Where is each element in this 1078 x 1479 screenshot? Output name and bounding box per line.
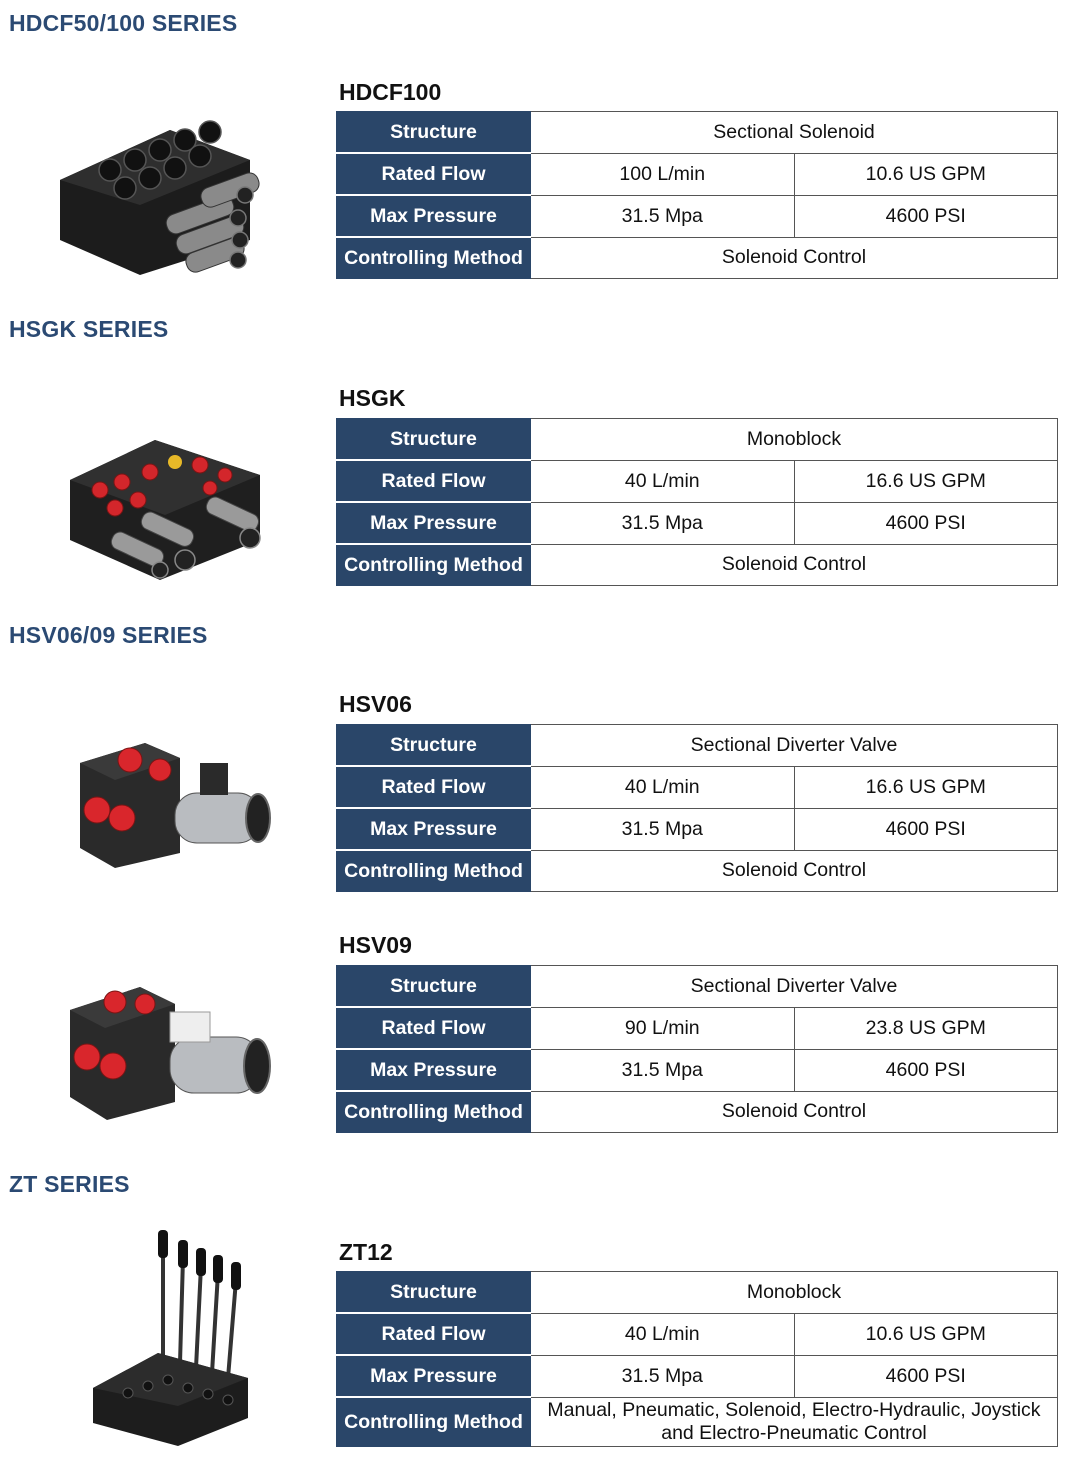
- value-flow-gpm: 16.6 US GPM: [794, 766, 1058, 808]
- table-row-max-pressure: [337, 1049, 1058, 1091]
- hsgk-valve-image: [60, 420, 275, 585]
- value-flow-lmin: 40 L/min: [531, 766, 795, 808]
- table-row-max-pressure: [337, 502, 1058, 544]
- table-row-controlling-method: [337, 1091, 1058, 1133]
- table-row-rated-flow: [337, 766, 1058, 808]
- table-row-structure: [337, 966, 1058, 1008]
- label-structure: Structure: [337, 419, 531, 461]
- label-max-pressure: Max Pressure: [337, 195, 531, 237]
- value-pressure-mpa: 31.5 Mpa: [531, 195, 795, 237]
- value-structure: Sectional Diverter Valve: [531, 725, 1058, 767]
- label-max-pressure: Max Pressure: [337, 502, 531, 544]
- label-structure: Structure: [337, 112, 531, 154]
- label-controlling-method: Controlling Method: [337, 1091, 531, 1133]
- label-controlling-method: Controlling Method: [337, 544, 531, 586]
- spec-table-hsv09: [336, 965, 1058, 1133]
- spec-table-zt12: [336, 1271, 1058, 1447]
- value-pressure-mpa: 31.5 Mpa: [531, 1355, 795, 1397]
- spec-table-hsgk: [336, 418, 1058, 586]
- series-title-hsgk: HSGK SERIES: [9, 316, 169, 342]
- value-pressure-mpa: 31.5 Mpa: [531, 1049, 795, 1091]
- value-control: Solenoid Control: [531, 850, 1058, 892]
- label-max-pressure: Max Pressure: [337, 1049, 531, 1091]
- spec-table-hdcf100: [336, 111, 1058, 279]
- table-row-structure: [337, 1272, 1058, 1314]
- label-max-pressure: Max Pressure: [337, 1355, 531, 1397]
- table-row-structure: [337, 419, 1058, 461]
- value-structure: Monoblock: [531, 1272, 1058, 1314]
- label-rated-flow: Rated Flow: [337, 153, 531, 195]
- table-row-rated-flow: [337, 1007, 1058, 1049]
- zt12-valve-image: [88, 1228, 253, 1448]
- table-row-controlling-method: [337, 237, 1058, 279]
- value-control: Solenoid Control: [531, 544, 1058, 586]
- label-rated-flow: Rated Flow: [337, 1313, 531, 1355]
- value-control: Solenoid Control: [531, 1091, 1058, 1133]
- value-pressure-mpa: 31.5 Mpa: [531, 808, 795, 850]
- table-row-max-pressure: [337, 195, 1058, 237]
- value-structure: Sectional Diverter Valve: [531, 966, 1058, 1008]
- table-row-rated-flow: [337, 153, 1058, 195]
- table-row-rated-flow: [337, 460, 1058, 502]
- label-max-pressure: Max Pressure: [337, 808, 531, 850]
- label-rated-flow: Rated Flow: [337, 1007, 531, 1049]
- label-structure: Structure: [337, 966, 531, 1008]
- table-row-controlling-method: [337, 850, 1058, 892]
- label-structure: Structure: [337, 1272, 531, 1314]
- value-flow-lmin: 90 L/min: [531, 1007, 795, 1049]
- value-pressure-psi: 4600 PSI: [794, 808, 1058, 850]
- value-flow-gpm: 23.8 US GPM: [794, 1007, 1058, 1049]
- hsv06-valve-image: [75, 738, 275, 870]
- model-title-hsv09: HSV09: [339, 932, 412, 958]
- table-row-max-pressure: [337, 1355, 1058, 1397]
- label-controlling-method: Controlling Method: [337, 1397, 531, 1447]
- table-row-controlling-method: [337, 544, 1058, 586]
- table-row-max-pressure: [337, 808, 1058, 850]
- model-title-zt12: ZT12: [339, 1239, 393, 1265]
- table-row-controlling-method: [337, 1397, 1058, 1447]
- label-structure: Structure: [337, 725, 531, 767]
- table-row-structure: [337, 725, 1058, 767]
- value-flow-gpm: 10.6 US GPM: [794, 153, 1058, 195]
- value-flow-lmin: 100 L/min: [531, 153, 795, 195]
- value-flow-gpm: 10.6 US GPM: [794, 1313, 1058, 1355]
- value-control: Solenoid Control: [531, 237, 1058, 279]
- model-title-hdcf100: HDCF100: [339, 79, 442, 105]
- series-title-hsv: HSV06/09 SERIES: [9, 622, 208, 648]
- series-title-hdcf: HDCF50/100 SERIES: [9, 10, 238, 36]
- series-title-zt: ZT SERIES: [9, 1171, 130, 1197]
- value-structure: Monoblock: [531, 419, 1058, 461]
- hdcf100-valve-image: [50, 110, 290, 280]
- label-rated-flow: Rated Flow: [337, 460, 531, 502]
- value-control: Manual, Pneumatic, Solenoid, Electro-Hydraulic, Joystick and Electro-Pneumatic Control: [531, 1397, 1058, 1447]
- value-pressure-psi: 4600 PSI: [794, 195, 1058, 237]
- value-pressure-psi: 4600 PSI: [794, 1355, 1058, 1397]
- table-row-rated-flow: [337, 1313, 1058, 1355]
- label-controlling-method: Controlling Method: [337, 850, 531, 892]
- value-flow-lmin: 40 L/min: [531, 460, 795, 502]
- table-row-structure: [337, 112, 1058, 154]
- label-controlling-method: Controlling Method: [337, 237, 531, 279]
- value-pressure-psi: 4600 PSI: [794, 1049, 1058, 1091]
- label-rated-flow: Rated Flow: [337, 766, 531, 808]
- model-title-hsgk: HSGK: [339, 385, 406, 411]
- value-flow-lmin: 40 L/min: [531, 1313, 795, 1355]
- value-pressure-mpa: 31.5 Mpa: [531, 502, 795, 544]
- value-structure: Sectional Solenoid: [531, 112, 1058, 154]
- hsv09-valve-image: [65, 982, 275, 1122]
- model-title-hsv06: HSV06: [339, 691, 412, 717]
- spec-table-hsv06: [336, 724, 1058, 892]
- value-flow-gpm: 16.6 US GPM: [794, 460, 1058, 502]
- value-pressure-psi: 4600 PSI: [794, 502, 1058, 544]
